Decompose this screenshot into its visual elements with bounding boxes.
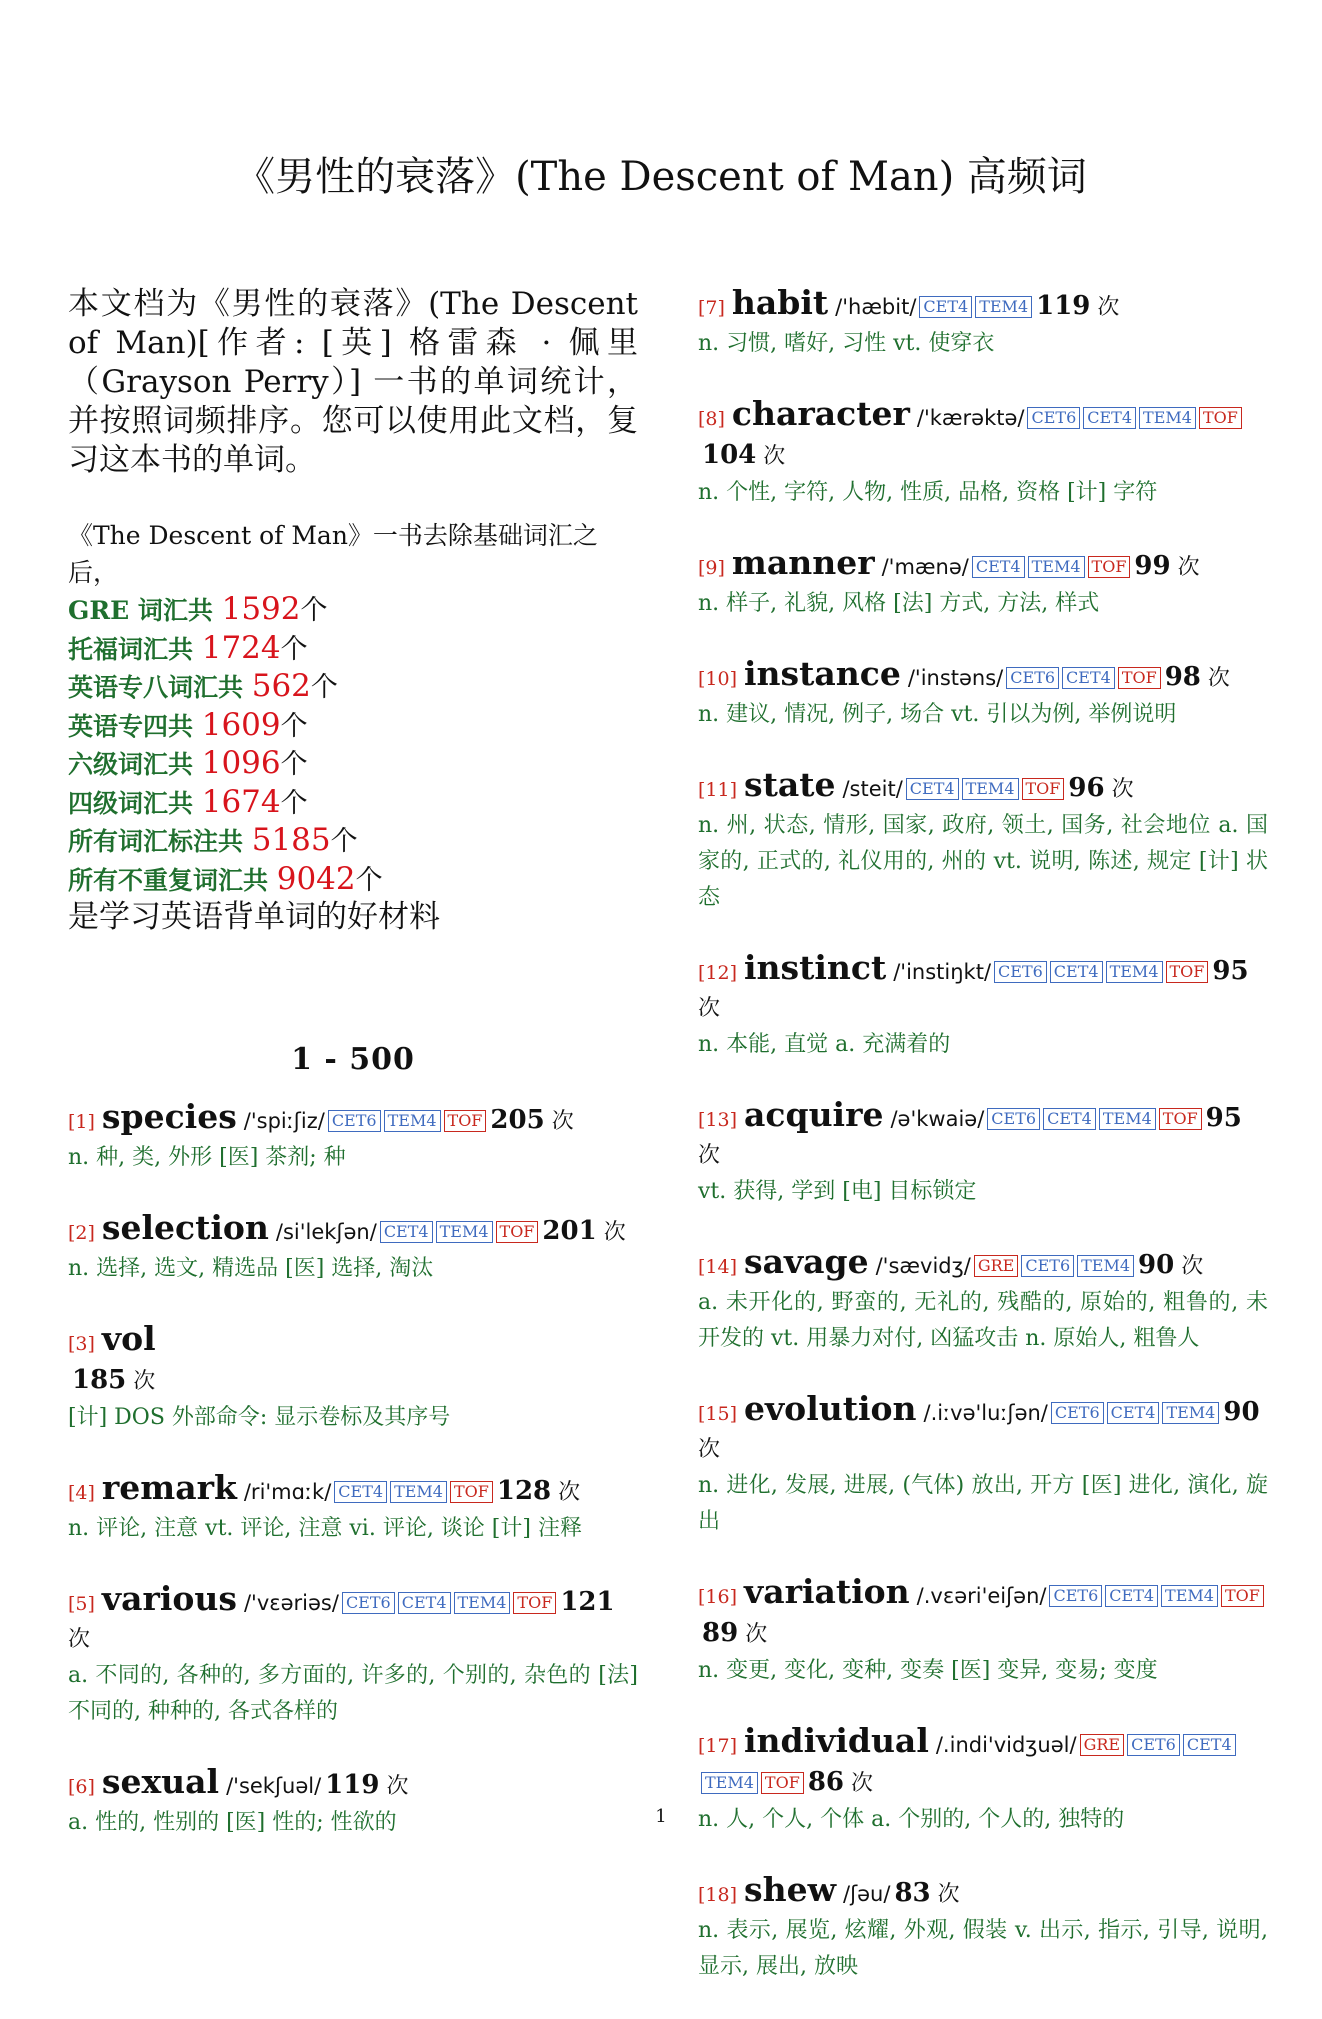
- exam-tag: TEM4: [962, 778, 1019, 800]
- vocab-entry: [68, 1318, 638, 1436]
- frequency-unit: 次: [133, 1368, 156, 1394]
- entry-frequency: 99: [1134, 551, 1171, 581]
- entry-definition: n. 评论, 注意 vt. 评论, 注意 vi. 评论, 谈论 [计] 注释: [68, 1515, 582, 1541]
- entry-index: [4]: [68, 1481, 95, 1504]
- entry-head: [698, 1097, 1268, 1174]
- exam-tag: CET6: [1051, 1402, 1104, 1424]
- entry-index: [2]: [68, 1221, 95, 1244]
- entry-phonetic: /'instəns/: [907, 666, 1004, 690]
- exam-tag: GRE: [974, 1255, 1019, 1277]
- exam-tag: CET4: [1050, 961, 1103, 983]
- stat-label: 所有词汇标注共: [68, 827, 252, 856]
- stat-number: 1096: [201, 745, 281, 781]
- entry-frequency: 205: [490, 1104, 545, 1135]
- exam-tag: TEM4: [436, 1221, 493, 1243]
- exam-tag: TEM4: [1139, 407, 1196, 429]
- entry-head: [698, 656, 1268, 697]
- frequency-unit: 次: [937, 1882, 960, 1907]
- entry-index: [8]: [698, 408, 725, 430]
- entry-definition: a. 性的, 性别的 [医] 性的; 性欲的: [68, 1809, 397, 1835]
- stat-unit: 个: [280, 749, 308, 780]
- range-heading: 1 - 500: [291, 1041, 415, 1077]
- entry-index: [5]: [68, 1592, 95, 1615]
- exam-tag: TOF: [1022, 778, 1065, 800]
- exam-tag: TOF: [1221, 1585, 1264, 1607]
- entry-frequency: 90: [1223, 1397, 1260, 1427]
- vocab-entry: [698, 1872, 1268, 1985]
- entry-index: [6]: [68, 1775, 95, 1798]
- entry-index: [9]: [698, 557, 725, 579]
- frequency-unit: 次: [851, 1771, 874, 1796]
- entry-index: [16]: [698, 1586, 738, 1608]
- exam-tag: TEM4: [390, 1481, 447, 1503]
- exam-tag: CET4: [1183, 1734, 1236, 1756]
- entry-frequency: 119: [1036, 291, 1091, 321]
- vocab-entry: [698, 1244, 1268, 1357]
- stat-row: [68, 707, 638, 746]
- left-column: [68, 285, 638, 1875]
- entry-definition: n. 建议, 情况, 例子, 场合 vt. 引以为例, 举例说明: [698, 702, 1177, 727]
- entry-phonetic: /'sævidʒ/: [875, 1254, 971, 1278]
- exam-tag: CET4: [334, 1481, 387, 1503]
- entry-word: habit: [731, 283, 829, 322]
- frequency-unit: 次: [603, 1219, 626, 1245]
- vocab-entry: [68, 1467, 638, 1547]
- vocab-entry: [698, 396, 1268, 511]
- entry-index: [18]: [698, 1884, 738, 1906]
- stat-label: 英语专四共: [68, 711, 202, 741]
- exam-tag: CET4: [398, 1592, 451, 1614]
- entry-definition: n. 样子, 礼貌, 风格 [法] 方式, 方法, 样式: [698, 591, 1100, 616]
- exam-tag: TOF: [450, 1481, 493, 1503]
- entry-frequency: 128: [496, 1475, 552, 1506]
- exam-tag: TOF: [761, 1772, 804, 1794]
- entry-index: [1]: [68, 1110, 95, 1133]
- entry-word: state: [744, 765, 836, 804]
- entry-word: selection: [101, 1207, 269, 1247]
- exam-tag: TOF: [1166, 961, 1209, 983]
- stat-unit: 个: [280, 787, 308, 819]
- entry-head: [698, 1391, 1268, 1468]
- exam-tag: CET4: [919, 296, 972, 318]
- entry-phonetic: /'sekʃuəl/: [226, 1773, 322, 1798]
- stats-block: [68, 518, 638, 936]
- vocab-entry: [68, 1096, 638, 1176]
- exam-tag: CET6: [1027, 407, 1080, 429]
- entry-definition: n. 本能, 直觉 a. 充满着的: [698, 1032, 951, 1057]
- entry-frequency: 98: [1164, 662, 1201, 692]
- entry-head: [68, 1761, 638, 1805]
- entry-index: [10]: [698, 668, 738, 690]
- exam-tag: TEM4: [1161, 1585, 1218, 1607]
- entry-phonetic: /ʃəu/: [843, 1882, 891, 1906]
- exam-tag: CET4: [1105, 1585, 1158, 1607]
- frequency-unit: 次: [1181, 1254, 1204, 1279]
- vocab-entry: [698, 656, 1268, 733]
- stats-closing: 是学习英语背单词的好材料: [68, 899, 440, 935]
- entry-phonetic: /'vɛəriəs/: [243, 1590, 339, 1615]
- entry-head: [68, 1467, 638, 1511]
- stats-lead: 《The Descent of Man》一书去除基础词汇之后，: [68, 521, 598, 587]
- entry-head: [698, 285, 1268, 326]
- exam-tag: TEM4: [1106, 961, 1163, 983]
- entry-index: [3]: [68, 1332, 95, 1355]
- stat-unit: 个: [330, 826, 358, 857]
- frequency-unit: 次: [68, 1626, 91, 1652]
- vocab-entry: [698, 1391, 1268, 1540]
- entry-definition: n. 变更, 变化, 变种, 变奏 [医] 变异, 变易; 变度: [698, 1658, 1158, 1683]
- entry-head: [698, 950, 1268, 1027]
- exam-tag: CET6: [1021, 1255, 1074, 1277]
- stat-number: 562: [251, 668, 311, 704]
- exam-tag: CET6: [1049, 1585, 1102, 1607]
- stat-row: [68, 591, 638, 630]
- entry-frequency: 121: [560, 1586, 615, 1617]
- frequency-unit: 次: [1207, 666, 1230, 691]
- entry-frequency: 86: [807, 1767, 844, 1797]
- frequency-unit: 次: [698, 996, 721, 1021]
- entry-definition: a. 不同的, 各种的, 多方面的, 许多的, 个别的, 杂色的 [法] 不同的, 种种的, 各式各样的: [68, 1662, 638, 1724]
- exam-tag: CET4: [972, 556, 1025, 578]
- entry-definition: n. 个性, 字符, 人物, 性质, 品格, 资格 [计] 字符: [698, 480, 1158, 505]
- entry-definition: n. 表示, 展览, 炫耀, 外观, 假装 v. 出示, 指示, 引导, 说明, 显示, 展出, 放映: [698, 1918, 1268, 1979]
- entry-phonetic: /'mænə/: [881, 555, 969, 579]
- entry-phonetic: /'spiːʃiz/: [243, 1108, 325, 1133]
- document-title: 《男性的衰落》(The Descent of Man) 高频词: [235, 154, 1087, 200]
- exam-tag: TOF: [1118, 667, 1161, 689]
- exam-tag: CET6: [342, 1592, 395, 1614]
- frequency-unit: 次: [745, 1622, 768, 1647]
- exam-tag: CET4: [1083, 407, 1136, 429]
- exam-tag: CET4: [906, 778, 959, 800]
- entry-phonetic: /.iːvə'luːʃən/: [923, 1401, 1048, 1425]
- stat-number: 9042: [276, 860, 356, 897]
- stat-row: [68, 668, 638, 707]
- intro-paragraph: 本文档为《男性的衰落》(The Descent of Man)[作者: [英] 格雷森 · 佩里（Grayson Perry）] 一书的单词统计，并按照词频排序。您可以使用此文档，复习这本书的单词。: [68, 286, 638, 478]
- frequency-unit: 次: [558, 1479, 581, 1505]
- vocab-entry: [698, 1574, 1268, 1689]
- entry-word: instance: [744, 654, 901, 693]
- frequency-unit: 次: [551, 1108, 574, 1134]
- vocab-entry: [68, 1761, 638, 1841]
- exam-tag: TEM4: [1028, 556, 1085, 578]
- entry-frequency: 201: [542, 1215, 597, 1246]
- entry-word: variation: [744, 1572, 910, 1611]
- vocab-entry: [698, 545, 1268, 622]
- vocab-entry: [698, 950, 1268, 1063]
- exam-tag: TEM4: [975, 296, 1032, 318]
- stat-label: 托福词汇共: [68, 634, 202, 664]
- entries-left: [68, 1096, 638, 1841]
- entry-frequency: 90: [1138, 1250, 1175, 1280]
- exam-tag: TEM4: [1099, 1108, 1156, 1130]
- entry-head: [698, 1872, 1268, 1913]
- stat-unit: 个: [280, 633, 308, 665]
- stat-unit: 个: [280, 710, 308, 742]
- stat-row: [68, 630, 638, 669]
- stat-number: 1609: [201, 706, 281, 743]
- entry-head: [68, 1578, 638, 1658]
- frequency-unit: 次: [698, 1437, 721, 1462]
- stat-number: 1674: [201, 783, 281, 820]
- entry-word: evolution: [744, 1389, 917, 1428]
- stat-label: 英语专八词汇共: [68, 673, 252, 702]
- entry-head: [698, 1574, 1268, 1653]
- entry-word: character: [731, 394, 910, 433]
- stat-unit: 个: [300, 595, 328, 626]
- exam-tag: CET4: [1062, 667, 1115, 689]
- frequency-unit: 次: [1097, 295, 1120, 320]
- page-number: 1: [655, 1806, 667, 1827]
- exam-tag: TEM4: [454, 1592, 511, 1614]
- entry-phonetic: /si'lekʃən/: [275, 1219, 377, 1244]
- entry-head: [68, 1207, 638, 1251]
- entry-phonetic: /ri'mɑːk/: [243, 1479, 332, 1504]
- frequency-unit: 次: [1177, 555, 1200, 580]
- entry-word: remark: [101, 1467, 237, 1507]
- entry-word: sexual: [101, 1761, 220, 1801]
- exam-tag: CET6: [987, 1108, 1040, 1130]
- exam-tag: CET6: [328, 1110, 381, 1132]
- stat-number: 1724: [201, 629, 281, 666]
- entry-definition: n. 习惯, 嗜好, 习性 vt. 使穿衣: [698, 331, 995, 356]
- exam-tag: CET4: [1107, 1402, 1160, 1424]
- entry-phonetic: /'hæbit/: [835, 295, 917, 319]
- exam-tag: TEM4: [1162, 1402, 1219, 1424]
- vocab-entry: [698, 767, 1268, 916]
- entry-frequency: 95: [1205, 1103, 1242, 1133]
- entries-right: [698, 285, 1268, 1985]
- entry-word: manner: [731, 543, 875, 582]
- vocab-entry: [68, 1578, 638, 1730]
- entry-head: [698, 1244, 1268, 1285]
- entry-word: instinct: [744, 948, 887, 987]
- entry-definition: [计] DOS 外部命令: 显示卷标及其序号: [68, 1404, 451, 1430]
- exam-tag: TOF: [496, 1221, 539, 1243]
- entry-definition: a. 未开化的, 野蛮的, 无礼的, 残酷的, 原始的, 粗鲁的, 未开发的 vt. 用暴力对付, 凶猛攻击 n. 原始人, 粗鲁人: [698, 1290, 1268, 1351]
- entry-frequency: 96: [1068, 773, 1105, 803]
- frequency-unit: 次: [763, 444, 786, 469]
- entry-phonetic: /'kærəktə/: [916, 406, 1025, 430]
- entry-definition: n. 进化, 发展, 进展, (气体) 放出, 开方 [医] 进化, 演化, 旋出: [698, 1473, 1268, 1534]
- stat-unit: 个: [355, 864, 383, 896]
- entry-word: savage: [744, 1242, 869, 1281]
- entry-head: [698, 396, 1268, 475]
- exam-tag: CET6: [994, 961, 1047, 983]
- entry-head: [698, 545, 1268, 586]
- exam-tag: GRE: [1080, 1734, 1125, 1756]
- exam-tag: TEM4: [701, 1772, 758, 1794]
- entry-head: [68, 1318, 638, 1400]
- entry-index: [14]: [698, 1256, 738, 1278]
- stat-row: [68, 861, 638, 900]
- entry-phonetic: /'instiŋkt/: [893, 960, 992, 984]
- entry-head: [68, 1096, 638, 1140]
- exam-tag: TEM4: [384, 1110, 441, 1132]
- stat-label: 四级词汇共: [68, 788, 202, 818]
- frequency-unit: 次: [1111, 777, 1134, 802]
- entry-head: [698, 1723, 1268, 1802]
- exam-tag: TEM4: [1077, 1255, 1134, 1277]
- stat-label: GRE 词汇共: [68, 596, 222, 625]
- exam-tag: CET4: [380, 1221, 433, 1243]
- exam-tag: TOF: [444, 1110, 487, 1132]
- exam-tag: TOF: [1159, 1108, 1202, 1130]
- exam-tag: TOF: [513, 1592, 556, 1614]
- entry-frequency: 119: [325, 1769, 380, 1800]
- stat-label: 所有不重复词汇共: [68, 865, 277, 895]
- entry-word: individual: [744, 1721, 929, 1760]
- exam-tag: CET4: [1043, 1108, 1096, 1130]
- vocab-entry: [698, 1097, 1268, 1210]
- frequency-unit: 次: [386, 1773, 409, 1799]
- stat-label: 六级词汇共: [68, 750, 202, 779]
- entry-index: [17]: [698, 1735, 738, 1757]
- entry-definition: vt. 获得, 学到 [电] 目标锁定: [698, 1179, 977, 1204]
- entry-definition: n. 州, 状态, 情形, 国家, 政府, 领土, 国务, 社会地位 a. 国家的, 正式的, 礼仪用的, 州的 vt. 说明, 陈述, 规定 [计] 状态: [698, 813, 1268, 910]
- vocab-entry: [68, 1207, 638, 1287]
- entry-index: [13]: [698, 1109, 738, 1131]
- entry-frequency: 95: [1212, 956, 1249, 986]
- exam-tag: CET6: [1006, 667, 1059, 689]
- entry-word: acquire: [744, 1095, 884, 1134]
- stat-number: 5185: [251, 822, 331, 858]
- stat-row: [68, 784, 638, 823]
- entry-word: various: [101, 1578, 237, 1618]
- stats-list: [68, 591, 638, 899]
- entry-index: [15]: [698, 1403, 738, 1425]
- entry-phonetic: /.indi'vidʒuəl/: [935, 1733, 1077, 1757]
- entry-frequency: 89: [702, 1618, 739, 1648]
- entry-phonetic: /.vɛəri'eiʃən/: [916, 1584, 1047, 1608]
- entry-definition: n. 种, 类, 外形 [医] 茶剂; 种: [68, 1144, 346, 1170]
- stat-number: 1592: [221, 591, 301, 627]
- entry-word: vol: [101, 1318, 156, 1358]
- exam-tag: TOF: [1088, 556, 1131, 578]
- entry-frequency: 185: [72, 1364, 127, 1395]
- right-column: [698, 285, 1268, 2019]
- entry-index: [7]: [698, 297, 725, 319]
- frequency-unit: 次: [698, 1143, 721, 1168]
- entry-word: species: [101, 1096, 237, 1136]
- entry-phonetic: /ə'kwaiə/: [890, 1107, 985, 1131]
- entry-frequency: 83: [894, 1878, 931, 1908]
- entry-index: [11]: [698, 779, 738, 801]
- exam-tag: CET6: [1127, 1734, 1180, 1756]
- entry-phonetic: /steit/: [842, 777, 903, 801]
- stat-unit: 个: [310, 672, 338, 703]
- entry-definition: n. 选择, 选文, 精选品 [医] 选择, 淘汰: [68, 1255, 434, 1281]
- entry-definition: n. 人, 个人, 个体 a. 个别的, 个人的, 独特的: [698, 1807, 1125, 1832]
- entry-index: [12]: [698, 962, 738, 984]
- entry-frequency: 104: [702, 440, 757, 470]
- stat-row: [68, 745, 638, 784]
- vocab-entry: [698, 285, 1268, 362]
- entry-word: shew: [744, 1870, 836, 1909]
- entry-head: [698, 767, 1268, 808]
- stat-row: [68, 822, 638, 861]
- exam-tag: TOF: [1199, 407, 1242, 429]
